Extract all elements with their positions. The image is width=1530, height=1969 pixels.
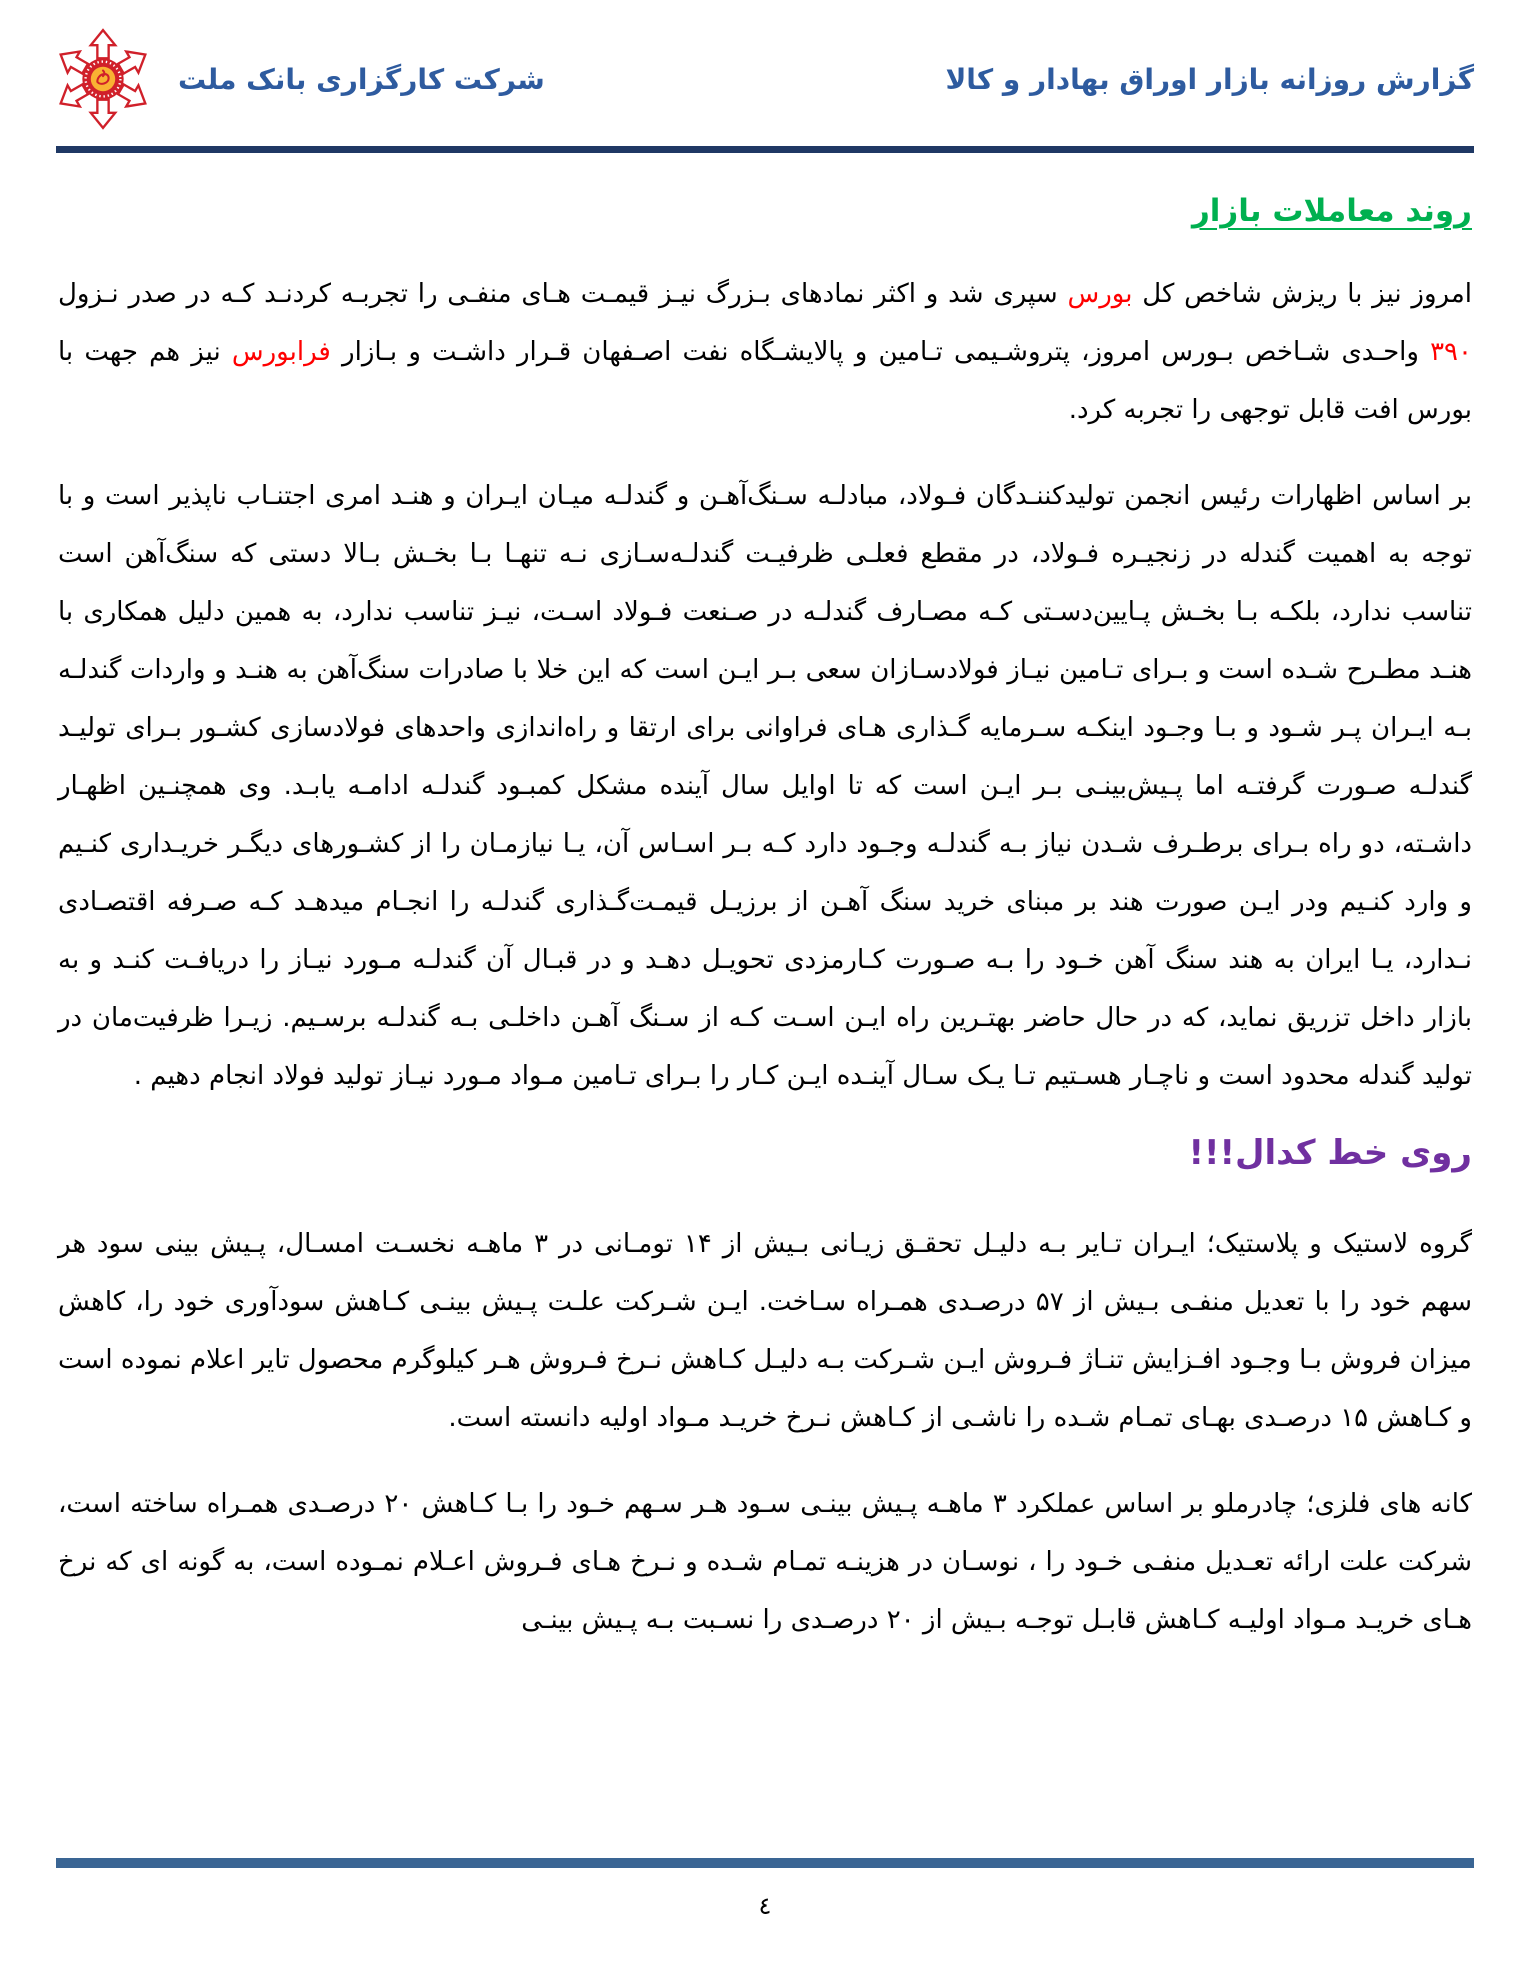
paragraph-steel-pellet-news: بر اساس اظهارات رئیس انجمن تولیدکننـدگان فـولاد، مبادلـه سـنگ‌آهـن و گندلـه میـان ایـران و هنـد امری اجتنـاب ناپذیر است و با توجه به اهمیت گندله در زنجیـره فـولاد، در مقطع فعلـی ظرفیـت گندلـه‌سـازی نـه تنهـا بـا بخـش بـالا دستی که سنگ‌آهن است تناسب ندارد، بلکـه بـا بخـش پـایین‌دسـتی کـه مصـارف گندلـه در صـنعت فـولاد اسـت، نیـز تناسب ندارد، به همین دلیل همکاری با هنـد مطـرح شـده است و بـرای تـامین نیـاز فولادسـازان سعی بـر ایـن است که این خلا با صادرات سنگ‌آهن به هنـد و واردات گندلـه بـه ایـران پـر شـود و بـا وجـود اینکـه سـرمایه گـذاری هـای فراوانی برای ارتقا و راه‌اندازی واحدهای فولادسازی کشـور بـرای تولیـد گندلـه صـورت گرفتـه اما پـیش‌بینـی بـر ایـن است که تا اوایل سال آینده مشکل کمبـود گندلـه ادامـه یابـد. وی همچنـین اظهـار داشـته، دو راه بـرای برطـرف شـدن نیاز بـه گندلـه وجـود دارد کـه بـر اسـاس آن، یـا نیازمـان را از کشـورهای دیگـر خریـداری کنـیم و وارد کنـیم ودر ایـن صورت هند بر مبنای خرید سنگ آهـن از برزیـل قیمـت‌گـذاری گندلـه را انجـام میدهـد کـه صـرفه اقتصـادی نـدارد، یـا ایران به هند سنگ آهن خـود را بـه صـورت کـارمزدی تحویـل دهـد و در قبـال آن گندلـه مـورد نیـاز را دریافـت کنـد و به بازار داخل تزریق نماید، که در حال حاضر بهتـرین راه ایـن اسـت کـه از سـنگ آهـن داخلـی بـه گندلـه برسـیم. زیـرا ظرفیت‌مان در تولید گندله محدود است و ناچـار هسـتیم تـا یـک سـال آینـده ایـن کـار را بـرای تـامین مـواد مـورد نیـاز تولید فولاد انجام دهیم . (58, 481, 1472, 1091)
report-title: گزارش روزانه بازار اوراق بهادار و کالا (945, 62, 1474, 96)
page-header (0, 0, 1530, 142)
header-rule (56, 146, 1474, 153)
red-keyword-farabourse: فرابورس (231, 337, 331, 367)
report-body (0, 153, 1530, 1649)
company-name: شرکت کارگزاری بانک ملت (178, 62, 545, 96)
paragraph-market-summary (58, 265, 1472, 439)
text-segment: نیز هم جهت با بورس افت قابل توجهی را تجربه کرد. (58, 337, 1472, 425)
text-segment: سپری شد و اکثر نمادهای بـزرگ نیـز قیمـت هـای منفـی را تجربـه کردنـد کـه در صدر نـزول (58, 279, 1068, 309)
red-keyword-bourse: بورس (1067, 279, 1133, 309)
paragraph-chadormalu: کانه های فلزی؛ چادرملو بر اساس عملکرد ۳ ماهـه پـیش بینـی سـود هـر سـهم خـود را بـا کـاهش ۲۰ درصـدی همـراه ساخته است، شرکت علت ارائه تعـدیل منفـی خـود را ، نوسـان در هزینـه تمـام شـده و نـرخ هـای فـروش اعـلام نمـوده است، به گونه ای که نرخ هـای خریـد مـواد اولیـه کـاهش قابـل توجـه بـیش از ۲۰ درصـدی را نسـبت بـه پـیش بینـی (58, 1489, 1472, 1635)
bank-mellat-logo-icon (56, 26, 150, 132)
page-number: ٤ (758, 1892, 772, 1920)
text-segment: واحـدی شـاخص بـورس امروز، پتروشـیمی تـامین و پالایشـگاه نفت اصـفهان قـرار داشـت و بـازار (330, 337, 1431, 367)
paragraph-iran-tire: گروه لاستیک و پلاستیک؛ ایـران تـایر بـه دلیـل تحقـق زیـانی بـیش از ۱۴ تومـانی در ۳ ماهـه نخسـت امسـال، پـیش بینی سود هر سهم خود را با تعدیل منفـی بـیش از ۵۷ درصـدی همـراه سـاخت. ایـن شـرکت علـت پـیش بینـی کـاهش سودآوری خود را، کاهش میزان فروش بـا وجـود افـزایش تنـاژ فـروش ایـن شـرکت بـه دلیـل کـاهش نـرخ فـروش هـر کیلوگرم محصول تایر اعلام نموده است و کـاهش ۱۵ درصـدی بهـای تمـام شـده را ناشـی از کـاهش نـرخ خریـد مـواد اولیه دانسته است. (58, 1229, 1473, 1433)
section-heading-codal-line: روی خط کدال!!! (1188, 1133, 1472, 1173)
text-segment: امروز نیز با ریزش شاخص کل (1132, 279, 1473, 309)
footer-rule (56, 1858, 1474, 1868)
section-heading-market-trend: روند معاملات بازار (1191, 193, 1472, 229)
red-number-390: ۳۹۰ (1430, 337, 1472, 367)
